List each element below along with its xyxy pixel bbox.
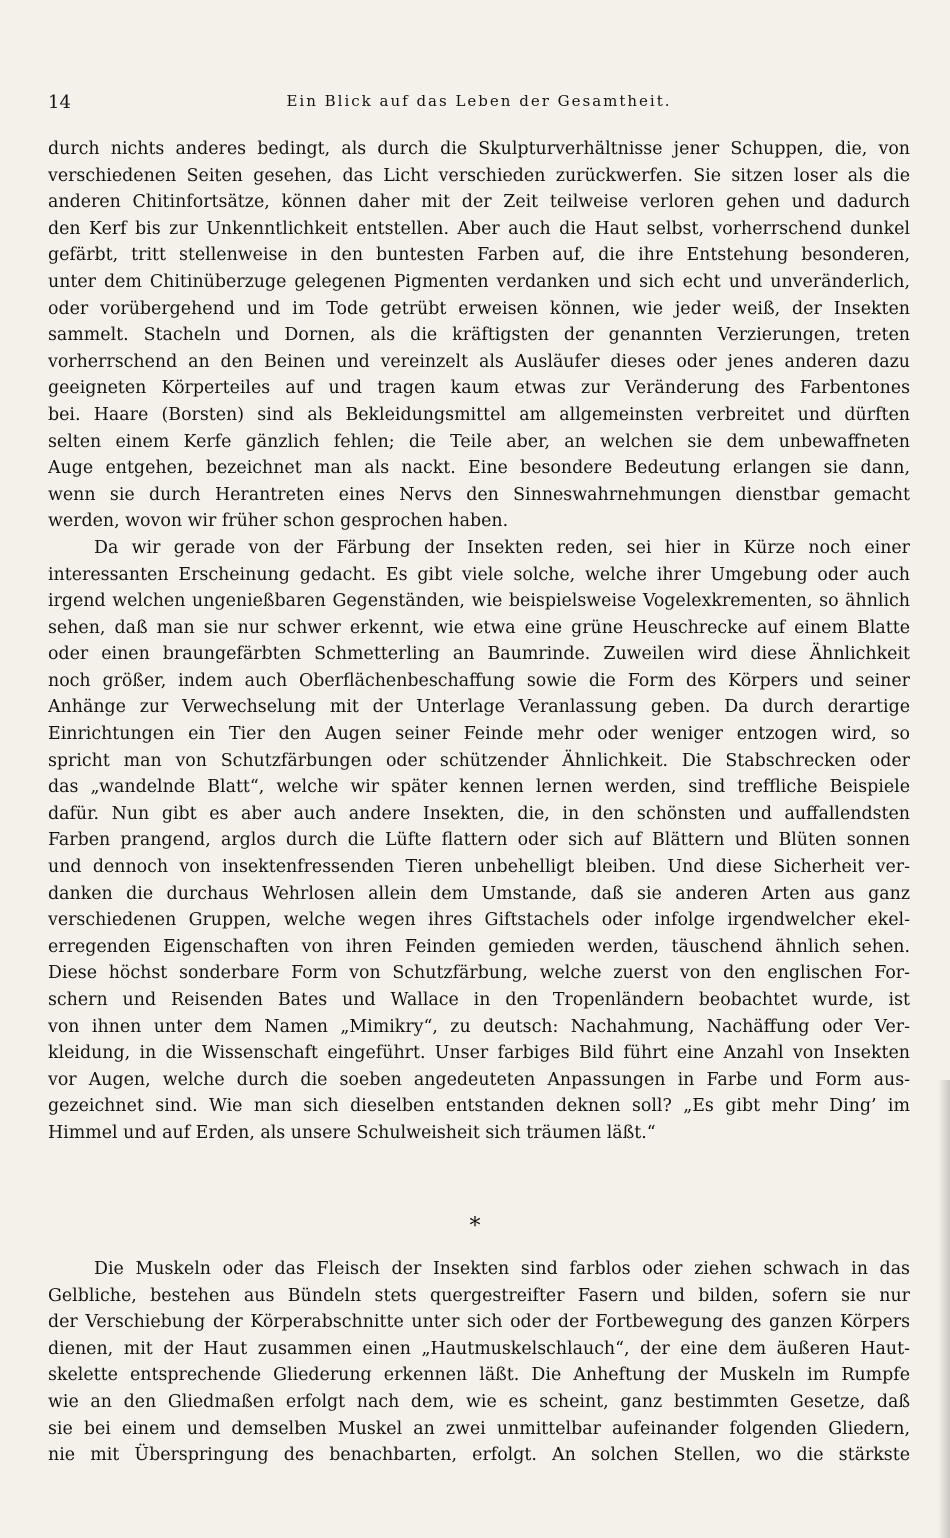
paragraph-1	[48, 136, 910, 535]
text-line: wie an den Gliedmaßen erfolgt nach dem, wie es scheint, ganz bestimmten Gesetze, daß	[48, 1391, 910, 1412]
text-line: gezeichnet sind. Wie man sich dieselben entstanden deknen soll? „Es gibt mehr Ding’ im	[48, 1096, 910, 1117]
section-separator: *	[469, 1214, 481, 1239]
page-number: 14	[48, 92, 71, 113]
running-title: Ein Blick auf das Leben der Gesamtheit.	[286, 92, 672, 110]
text-line: Gelbliche, bestehen aus Bündeln stets quergestreifter Fasern und bilden, sofern sie nur	[48, 1285, 910, 1306]
text-line: von ihnen unter dem Namen „Mimikry“, zu deutsch: Nachahmung, Nachäffung oder Ver-	[48, 1016, 910, 1037]
page-edge-shadow	[938, 1080, 950, 1538]
text-line: nie mit Überspringung des benachbarten, erfolgt. An solchen Stellen, wo die stärkste	[48, 1445, 910, 1466]
text-line: Diese höchst sonderbare Form von Schutzfärbung, welche zuerst von den englischen For-	[48, 963, 910, 984]
text-line: vorherrschend an den Beinen und vereinzelt als Ausläufer dieses oder jenes anderen dazu	[48, 351, 910, 372]
text-line: und dennoch von insektenfressenden Tieren unbehelligt bleiben. Und diese Sicherheit ver-	[48, 857, 910, 878]
text-line: Anhänge zur Verwechselung mit der Unterlage Veranlassung geben. Da durch derartige	[48, 697, 910, 718]
text-line: Da wir gerade von der Färbung der Insekten reden, sei hier in Kürze noch einer	[94, 537, 910, 558]
text-line: irgend welchen ungenießbaren Gegenständen, wie beispielsweise Vogelexkrementen, so ähnlich	[48, 591, 910, 612]
text-line: werden, wovon wir früher schon gesprochen haben.	[48, 511, 509, 532]
text-line: bei. Haare (Borsten) sind als Bekleidungsmittel am allgemeinsten verbreitet und dürften	[48, 404, 910, 425]
text-line: verschiedenen Gruppen, welche wegen ihres Giftstachels oder infolge irgendwelcher ekel-	[48, 910, 910, 931]
text-line: Farben prangend, arglos durch die Lüfte flattern oder sich auf Blättern und Blüten sonnen	[48, 830, 910, 851]
text-line: unter dem Chitinüberzuge gelegenen Pigmenten verdanken und sich echt und unveränderlich,	[48, 271, 910, 292]
text-line: noch größer, indem auch Oberflächenbeschaffung sowie die Form des Körpers und seiner	[48, 670, 910, 691]
text-line: vor Augen, welche durch die soeben angedeuteten Anpassungen in Farbe und Form aus-	[48, 1069, 910, 1090]
text-line: dafür. Nun gibt es aber auch andere Insekten, die, in den schönsten und auffallendsten	[48, 803, 910, 824]
text-line: gefärbt, tritt stellenweise in den buntesten Farben auf, die ihre Entstehung besonderen,	[48, 245, 910, 266]
text-line: sehen, daß man sie nur schwer erkennt, wie etwa eine grüne Heuschrecke auf einem Blatte	[48, 617, 910, 638]
text-line: schern und Reisenden Bates und Wallace in den Tropenländern beobachtet wurde, ist	[48, 990, 910, 1010]
text-line: spricht man von Schutzfärbungen oder schützender Ähnlichkeit. Die Stabschrecken oder	[48, 750, 910, 771]
paragraph-2	[48, 535, 910, 1147]
text-line: dienen, mit der Haut zusammen einen „Hautmuskelschlauch“, der eine dem äußeren Haut-	[48, 1338, 910, 1359]
text-line: oder vorübergehend und im Tode getrübt erweisen können, wie jeder weiß, der Insekten	[48, 298, 910, 319]
text-line: das „wandelnde Blatt“, welche wir später kennen lernen werden, sind treffliche Beispiele	[48, 777, 910, 798]
text-line: sie bei einem und demselben Muskel an zwei unmittelbar aufeinander folgenden Gliedern,	[48, 1418, 910, 1439]
text-block-lower	[48, 1256, 910, 1469]
text-line: wenn sie durch Herantreten eines Nervs den Sinneswahrnehmungen dienstbar gemacht	[48, 484, 910, 505]
text-line: selten einem Kerfe gänzlich fehlen; die Teile aber, an welchen sie dem unbewaffneten	[48, 431, 910, 452]
page-header	[48, 92, 910, 116]
text-line: Einrichtungen ein Tier den Augen seiner Feinde mehr oder weniger entzogen wird, so	[48, 724, 910, 745]
text-line: kleidung, in die Wissenschaft eingeführt. Unser farbiges Bild führt eine Anzahl von Insekten	[48, 1043, 910, 1064]
text-line: danken die durchaus Wehrlosen allein dem Umstande, daß sie anderen Arten aus ganz	[48, 883, 910, 904]
text-line: der Verschiebung der Körperabschnitte unter sich oder der Fortbewegung des ganzen Körpers	[48, 1312, 910, 1333]
paragraph-3	[48, 1256, 910, 1469]
text-line: erregenden Eigenschaften von ihren Feinden gemieden werden, täuschend ähnlich sehen.	[48, 936, 910, 957]
text-line: Auge entgehen, bezeichnet man als nackt. Eine besondere Bedeutung erlangen sie dann,	[48, 458, 910, 479]
text-line: skelette entsprechende Gliederung erkennen läßt. Die Anheftung der Muskeln im Rumpfe	[48, 1365, 910, 1386]
text-line: interessanten Erscheinung gedacht. Es gibt viele solche, welche ihrer Umgebung oder auch	[48, 564, 910, 585]
text-line: verschiedenen Seiten gesehen, das Licht verschieden zurückwerfen. Sie sitzen loser als die	[48, 165, 910, 186]
text-line: durch nichts anderes bedingt, als durch die Skulpturverhältnisse jener Schuppen, die, von	[48, 139, 910, 159]
text-line: anderen Chitinfortsätze, können daher mit der Zeit teilweise verloren gehen und dadurch	[48, 192, 910, 213]
text-line: oder einen braungefärbten Schmetterling an Baumrinde. Zuweilen wird diese Ähnlichkeit	[48, 644, 910, 665]
text-line: geeigneten Körperteiles auf und tragen kaum etwas zur Veränderung des Farbentones	[48, 378, 910, 399]
text-block-upper	[48, 136, 910, 1147]
text-line: sammelt. Stacheln und Dornen, als die kräftigsten der genannten Verzierungen, treten	[48, 325, 910, 346]
text-line: den Kerf bis zur Unkenntlichkeit entstellen. Aber auch die Haut selbst, vorherrschend dunkel	[48, 218, 910, 239]
text-line: Himmel und auf Erden, als unsere Schulweisheit sich träumen läßt.“	[48, 1122, 656, 1143]
text-line: Die Muskeln oder das Fleisch der Insekten sind farblos oder ziehen schwach in das	[94, 1259, 910, 1279]
